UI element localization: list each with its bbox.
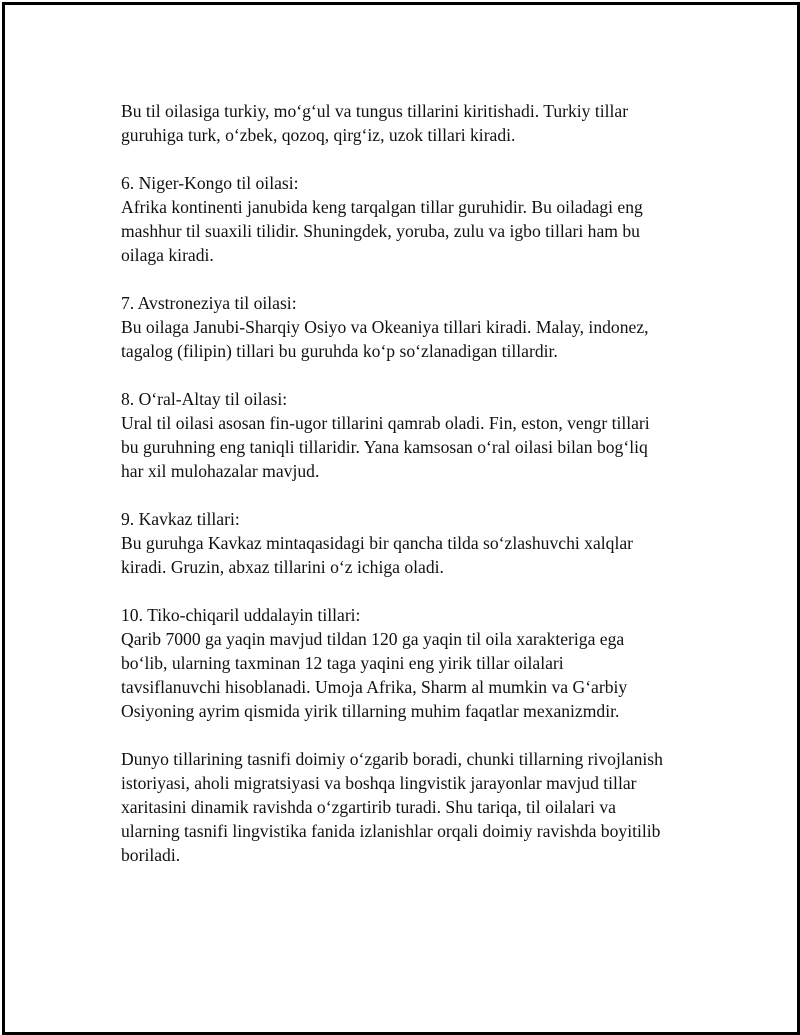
section-ural-altaic [121,387,701,483]
section-tiko-chiqaril [121,603,701,723]
section-body [121,291,701,363]
text-line: Bu til oilasiga turkiy, mo‘g‘ul va tungus tillarini kiritishadi. Turkiy tillar [121,101,629,121]
text-line: bo‘lib, ularning taxminan 12 taga yaqini eng yirik tillar oilalari [121,653,564,673]
text-line: Qarib 7000 ga yaqin mavjud tildan 120 ga yaqin til oila xarakteriga ega [121,629,625,649]
text-line: Ural til oilasi asosan fin-ugor tillarini qamrab oladi. Fin, eston, vengr tillari [121,413,650,433]
section-heading: 7. Avstroneziya til oilasi: [121,293,297,313]
page-frame [2,2,800,1035]
text-line: ularning tasnifi lingvistika fanida izlanishlar orqali doimiy ravishda boyitilib [121,821,661,841]
text-line: tavsiflanuvchi hisoblanadi. Umoja Afrika, Sharm al mumkin va G‘arbiy [121,677,628,697]
text-line: Dunyo tillarining tasnifi doimiy o‘zgarib boradi, chunki tillarning rivojlanish [121,749,663,769]
text-line: har xil mulohazalar mavjud. [121,461,320,481]
text-line: boriladi. [121,845,181,865]
text-line: Osiyoning ayrim qismida yirik tillarning muhim faqatlar mexanizmdir. [121,701,620,721]
section-body [121,171,701,267]
text-line: xaritasini dinamik ravishda o‘zgartirib turadi. Shu tariqa, til oilalari va [121,797,616,817]
text-line: tagalog (filipin) tillari bu guruhda ko‘p so‘zlanadigan tillardir. [121,341,558,361]
text-line: istoriyasi, aholi migratsiyasi va boshqa lingvistik jarayonlar mavjud tillar [121,773,637,793]
section-austronesian [121,291,701,363]
paragraph-text [121,747,701,867]
paragraph-turkic [121,99,701,147]
text-line: guruhiga turk, o‘zbek, qozoq, qirg‘iz, uzok tillari kiradi. [121,125,516,145]
text-line: bu guruhning eng taniqli tillaridir. Yana kamsosan o‘ral oilasi bilan bog‘liq [121,437,648,457]
section-body [121,507,701,579]
section-caucasian [121,507,701,579]
paragraph-conclusion [121,747,701,867]
section-heading: 8. O‘ral-Altay til oilasi: [121,389,288,409]
section-heading: 6. Niger-Kongo til oilasi: [121,173,299,193]
text-line: Afrika kontinenti janubida keng tarqalgan tillar guruhidir. Bu oiladagi eng [121,197,643,217]
section-heading: 9. Kavkaz tillari: [121,509,240,529]
section-niger-congo [121,171,701,267]
text-line: Bu guruhga Kavkaz mintaqasidagi bir qancha tilda so‘zlashuvchi xalqlar [121,533,634,553]
text-line: kiradi. Gruzin, abxaz tillarini o‘z ichiga oladi. [121,557,444,577]
section-body [121,603,701,723]
text-line: Bu oilaga Janubi-Sharqiy Osiyo va Okeaniya tillari kiradi. Malay, indonez, [121,317,649,337]
document-body [121,99,701,891]
paragraph-text [121,99,701,147]
section-body [121,387,701,483]
section-heading: 10. Tiko-chiqaril uddalayin tillari: [121,605,361,625]
text-line: mashhur til suaxili tilidir. Shuningdek, yoruba, zulu va igbo tillari ham bu [121,221,640,241]
text-line: oilaga kiradi. [121,245,214,265]
